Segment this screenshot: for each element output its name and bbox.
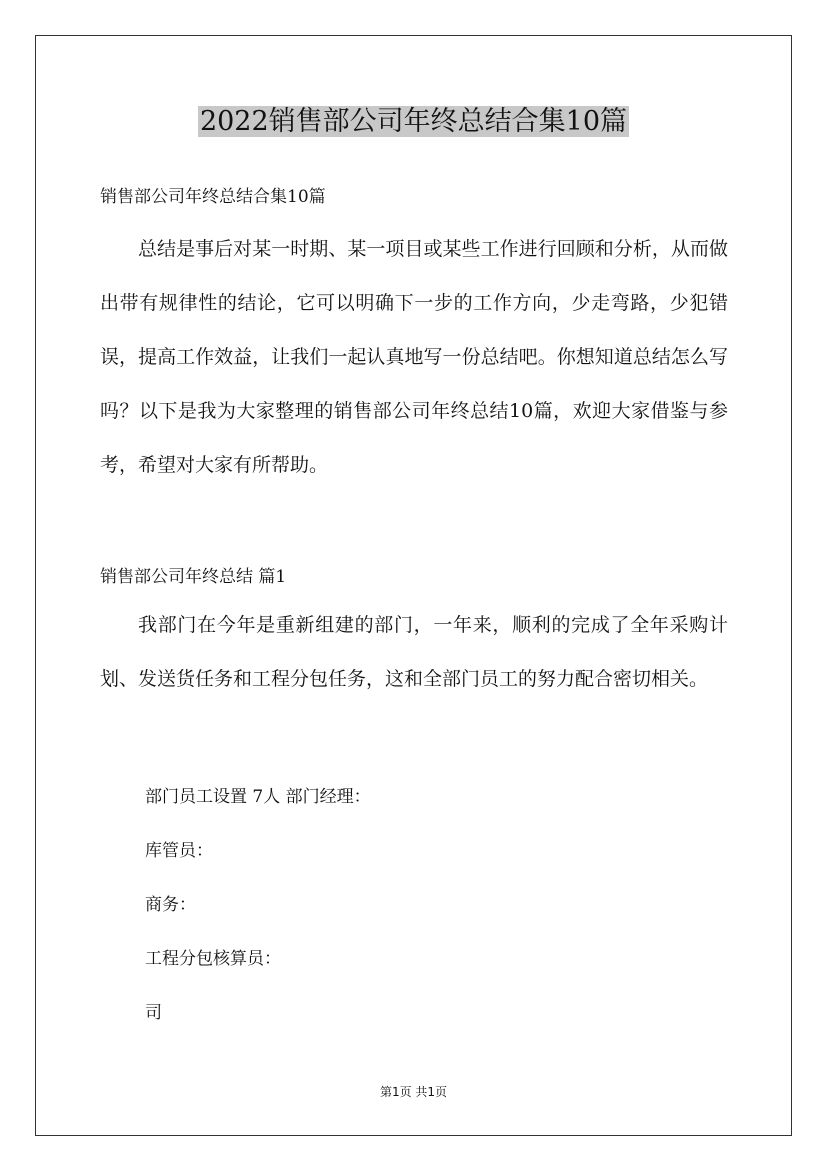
list-item: 工程分包核算员：: [145, 949, 281, 969]
list-item: 库管员：: [145, 841, 213, 861]
document-title: [0, 100, 827, 144]
document-subtitle: 销售部公司年终总结合集10篇: [100, 187, 326, 207]
section-paragraph: 我部门在今年是重新组建的部门，一年来，顺利的完成了全年采购计划、发送货任务和工程分包任务，这和全部门员工的努力配合密切相关。: [100, 614, 728, 690]
page-number-footer: 第1页 共1页: [379, 1085, 448, 1099]
list-item: 部门员工设置 7人 部门经理：: [145, 787, 371, 807]
list-item: 司: [145, 1003, 162, 1023]
section-heading: 销售部公司年终总结 篇1: [100, 567, 287, 587]
list-item: 商务：: [145, 895, 196, 915]
intro-paragraph: 总结是事后对某一时期、某一项目或某些工作进行回顾和分析，从而做出带有规律性的结论，它可以明确下一步的工作方向，少走弯路，少犯错误，提高工作效益，让我们一起认真地写一份总结吧。你想知道总结怎么写吗？以下是我为大家整理的销售部公司年终总结10篇，欢迎大家借鉴与参考，希望对大家有所帮助。: [100, 238, 728, 476]
document-title-text: 2022销售部公司年终总结合集10篇: [199, 106, 628, 137]
